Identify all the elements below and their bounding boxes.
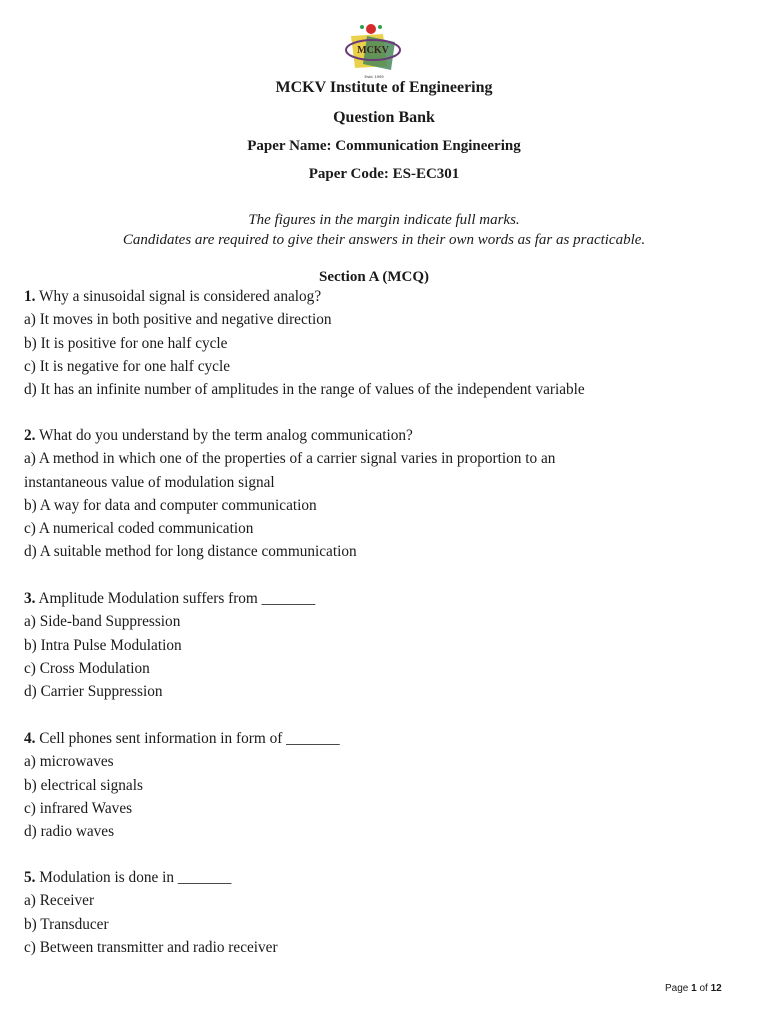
answer-option: d) Carrier Suppression xyxy=(24,683,163,701)
answer-option-continuation: instantaneous value of modulation signal xyxy=(24,473,275,491)
answer-option: d) radio waves xyxy=(24,823,115,841)
section-title: Section A (MCQ) xyxy=(319,269,429,285)
of-word: of xyxy=(699,983,708,994)
paper-name: Paper Name: Communication Engineering xyxy=(247,138,521,154)
question-text: What do you understand by the term analog communication? xyxy=(35,427,413,444)
question-1 xyxy=(24,285,724,401)
question-stem xyxy=(24,285,724,308)
question-number: 3. xyxy=(24,590,36,607)
answer-option: a) It moves in both positive and negative direction xyxy=(24,311,332,329)
document-title: Question Bank xyxy=(333,109,435,126)
question-2 xyxy=(24,424,724,564)
answer-option: c) infrared Waves xyxy=(24,799,133,817)
question-3 xyxy=(24,587,724,703)
question-text: Amplitude Modulation suffers from _______ xyxy=(35,590,316,607)
answer-option: a) Receiver xyxy=(24,892,95,910)
answer-option: d) A suitable method for long distance communication xyxy=(24,543,357,561)
answer-option: b) A way for data and computer communication xyxy=(24,496,317,514)
question-text: Why a sinusoidal signal is considered analog? xyxy=(35,288,322,305)
question-stem xyxy=(24,587,724,610)
answer-option: a) Side-band Suppression xyxy=(24,613,181,631)
institute-logo xyxy=(343,22,405,80)
logo-est-text: Estd. 1999 xyxy=(364,74,384,79)
question-4 xyxy=(24,727,724,843)
answer-option: c) It is negative for one half cycle xyxy=(24,357,230,375)
question-number: 4. xyxy=(24,730,36,747)
current-page-number: 1 xyxy=(691,983,697,994)
question-text: Cell phones sent information in form of _______ xyxy=(35,730,340,747)
page-word: Page xyxy=(665,983,689,994)
answer-option: c) A numerical coded communication xyxy=(24,520,254,538)
question-number: 1. xyxy=(24,288,36,305)
answer-option: b) It is positive for one half cycle xyxy=(24,334,228,352)
question-number: 5. xyxy=(24,869,36,886)
logo-emblem-icon xyxy=(343,22,405,80)
paper-code: Paper Code: ES-EC301 xyxy=(308,166,460,182)
question-number: 2. xyxy=(24,427,36,444)
total-page-count: 12 xyxy=(710,983,722,994)
answer-option: c) Between transmitter and radio receiver xyxy=(24,938,278,956)
question-stem xyxy=(24,866,724,889)
question-text: Modulation is done in _______ xyxy=(35,869,232,886)
logo-text: MCKV xyxy=(357,45,389,56)
answer-option: d) It has an infinite number of amplitudes in the range of values of the independent variable xyxy=(24,381,585,399)
answer-option: c) Cross Modulation xyxy=(24,659,150,677)
page-footer xyxy=(665,983,722,994)
question-stem xyxy=(24,424,724,447)
question-5 xyxy=(24,866,724,959)
answer-option: b) Transducer xyxy=(24,915,109,933)
instruction-line-1: The figures in the margin indicate full marks. xyxy=(248,212,520,228)
answer-option: a) A method in which one of the properties of a carrier signal varies in proportion to an xyxy=(24,450,556,468)
answer-option: a) microwaves xyxy=(24,753,114,771)
institute-name: MCKV Institute of Engineering xyxy=(275,79,493,96)
answer-option: b) Intra Pulse Modulation xyxy=(24,636,182,654)
answer-option: b) electrical signals xyxy=(24,776,143,794)
question-stem xyxy=(24,727,724,750)
instruction-line-2: Candidates are required to give their answers in their own words as far as practicable. xyxy=(122,232,646,248)
